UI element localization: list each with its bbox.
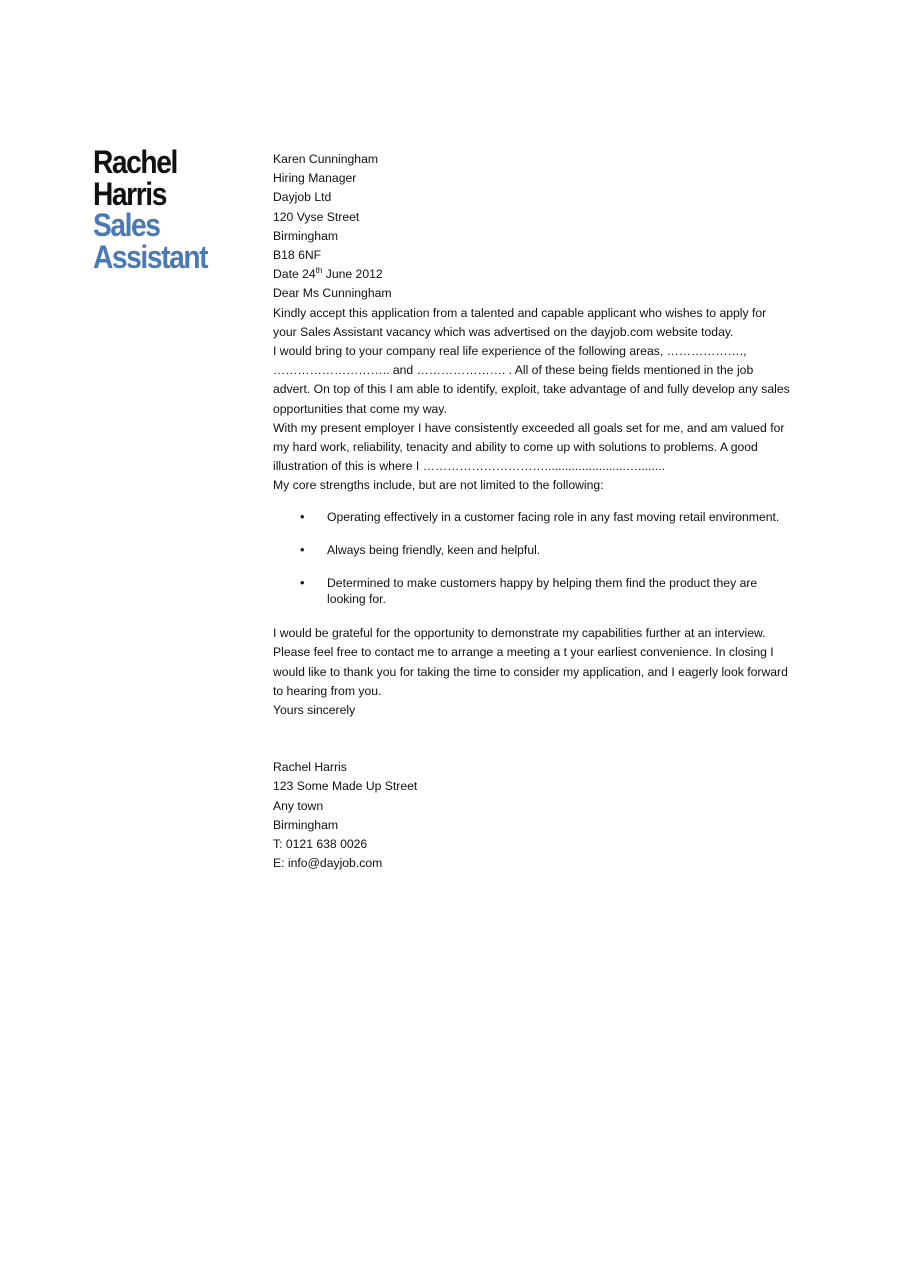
first-name: Rachel xyxy=(93,144,177,180)
date-rest: June 2012 xyxy=(322,267,383,282)
experience-paragraph: I would bring to your company real life experience of the following areas, ………………., ……………………….. and …………………. . All of these being fields mentioned in the job advert. On top of this I am able to identify, exploit, take advantage of and fully develop any sales opportunities that come my way. xyxy=(273,344,790,416)
intro-paragraph: Kindly accept this application from a talented and capable applicant who wishes to apply for your Sales Assistant vacancy which was advertised on the dayjob.com website today. xyxy=(273,305,767,339)
list-item-text: Operating effectively in a customer facing role in any fast moving retail environment. xyxy=(327,509,780,524)
list-item xyxy=(273,509,793,526)
job-title-line-2: Assistant xyxy=(93,238,208,275)
sender-town: Any town xyxy=(273,798,324,813)
list-item xyxy=(273,542,793,559)
list-item-text: Always being friendly, keen and helpful. xyxy=(327,542,541,557)
last-name: Harris xyxy=(93,175,166,212)
closing-paragraph: I would be grateful for the opportunity to demonstrate my capabilities further at an interview. Please feel free to contact me to arrange a meeting a t your earliest convenience. In closing I would like to thank you for taking the time to consider my application, and I eagerly look forward to hearing from you. xyxy=(273,626,788,698)
sender-city: Birmingham xyxy=(273,817,339,832)
recipient-company: Dayjob Ltd xyxy=(273,190,332,205)
date-prefix: Date 24 xyxy=(273,267,316,282)
salutation: Dear Ms Cunningham xyxy=(273,286,392,301)
list-item xyxy=(273,575,793,608)
recipient-city: Birmingham xyxy=(273,228,339,243)
present-employer-paragraph: With my present employer I have consistently exceeded all goals set for me, and am valued for my hard work, reliability, tenacity and ability to come up with solutions to problems. A good illustration of this is where I …………………………........................…........ xyxy=(273,420,785,474)
sender-email: E: info@dayjob.com xyxy=(273,856,383,871)
sender-details xyxy=(273,758,793,873)
list-item-text: Determined to make customers happy by helping them find the product they are looking for. xyxy=(327,575,758,607)
recipient-postcode: B18 6NF xyxy=(273,248,322,263)
bullet-icon: • xyxy=(300,508,305,524)
sender-name: Rachel Harris xyxy=(273,760,347,775)
recipient-position: Hiring Manager xyxy=(273,171,357,186)
letter-date xyxy=(273,265,793,284)
sign-off: Yours sincerely xyxy=(273,702,356,717)
strengths-intro: My core strengths include, but are not limited to the following: xyxy=(273,478,604,493)
sender-phone: T: 0121 638 0026 xyxy=(273,836,368,851)
letter-body xyxy=(273,150,793,873)
date-ordinal: th xyxy=(315,266,323,276)
bullet-icon: • xyxy=(300,574,305,590)
name-title-heading xyxy=(93,144,263,275)
strengths-list xyxy=(273,509,793,608)
recipient-name: Karen Cunningham xyxy=(273,152,379,166)
sender-street: 123 Some Made Up Street xyxy=(273,779,418,794)
bullet-icon: • xyxy=(300,541,305,557)
recipient-address xyxy=(273,150,793,265)
recipient-street: 120 Vyse Street xyxy=(273,209,360,224)
job-title-line-1: Sales xyxy=(93,207,160,243)
